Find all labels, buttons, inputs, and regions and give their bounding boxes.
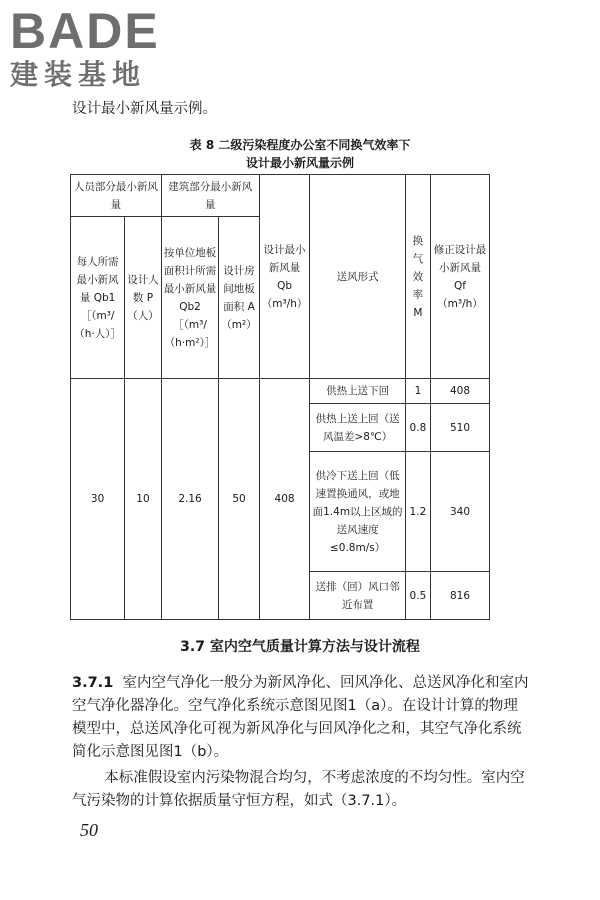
cell-corrected: 340 [430, 452, 489, 572]
table-row [71, 379, 490, 404]
clause-number: 3.7.1 [72, 675, 114, 691]
cell-corrected: 408 [430, 379, 489, 404]
cell-corrected: 510 [430, 404, 489, 452]
cell-design-persons: 10 [125, 379, 162, 620]
header-supply-mode: 送风形式 [310, 175, 405, 379]
cell-efficiency: 0.8 [405, 404, 430, 452]
intro-text: 设计最小新风量示例。 [72, 101, 217, 117]
cell-per-person: 30 [71, 379, 125, 620]
paragraph-2 [72, 767, 532, 813]
cell-corrected: 816 [430, 572, 489, 620]
cell-efficiency: 1.2 [405, 452, 430, 572]
cell-per-area: 2.16 [161, 379, 219, 620]
fresh-air-table [70, 174, 490, 620]
cell-efficiency: 1 [405, 379, 430, 404]
paragraph-2-text: 本标准假设室内污染物混合均匀，不考虑浓度的不均匀性。室内空气污染物的计算依据质量守恒方程，如式（3.7.1）。 [72, 770, 525, 809]
header-building-group: 建筑部分最小新风量 [161, 175, 259, 217]
header-per-area: 按单位地板面积计所需最小新风量 Qb2 ［（m³/（h·m²）］ [161, 217, 219, 379]
header-design-persons: 设计人数 P （人） [125, 217, 162, 379]
header-design-min: 设计最小新风量 Qb （m³/h） [259, 175, 310, 379]
paragraph-3-7-1 [72, 672, 532, 764]
cell-area: 50 [219, 379, 259, 620]
cell-efficiency: 0.5 [405, 572, 430, 620]
brand-logo [10, 3, 160, 92]
header-corrected-min: 修正设计最小新风量 Qf （m³/h） [430, 175, 489, 379]
table-caption-line2: 设计最小新风量示例 [245, 156, 354, 170]
header-per-person: 每人所需最小新风量 Qb1 ［（m³/（h·人）］ [71, 217, 125, 379]
section-title: 3.7 室内空气质量计算方法与设计流程 [180, 639, 420, 655]
table-caption-line1: 表 8 二级污染程度办公室不同换气效率下 [189, 138, 411, 152]
header-person-group: 人员部分最小新风量 [71, 175, 162, 217]
logo-subtitle: 建装基地 [10, 58, 147, 91]
cell-mode: 送排（回）风口邻近布置 [310, 572, 405, 620]
logo-wordmark: BADE [10, 3, 160, 59]
cell-design-min: 408 [259, 379, 310, 620]
cell-mode: 供冷下送上回（低速置换通风，或地面1.4m以上区域的送风速度≤0.8m/s） [310, 452, 405, 572]
header-area: 设计房间地板面积 A （m²） [219, 217, 259, 379]
cell-mode: 供热上送上回（送风温差>8℃） [310, 404, 405, 452]
page-number: 50 [80, 820, 98, 840]
paragraph-1-text: 室内空气净化一般分为新风净化、回风净化、总送风净化和室内空气净化器净化。空气净化系统示意图见图1（a）。在设计计算的物理模型中，总送风净化可视为新风净化与回风净化之和，其空气净化系统简化示意图见图1（b）。 [72, 675, 529, 760]
header-efficiency: 换气效率 M [405, 175, 430, 379]
cell-mode: 供热上送下回 [310, 379, 405, 404]
